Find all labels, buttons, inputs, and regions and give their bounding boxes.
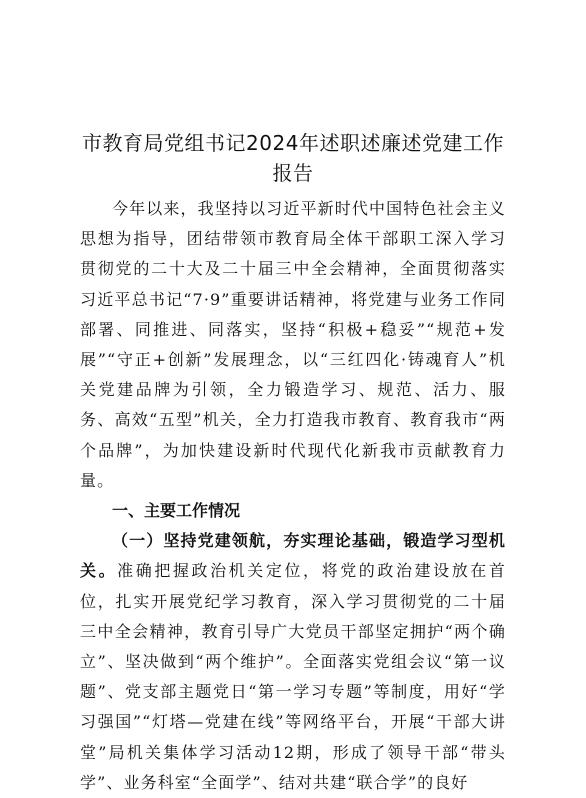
title-line-2: 报告: [272, 161, 314, 185]
intro-paragraph: 今年以来，我坚持以习近平新时代中国特色社会主义思想为指导，团结带领市教育局全体干部职工深入学习贯彻党的二十大及二十届三中全会精神，全面贯彻落实习近平总书记“7·9”重要讲话精神，将党建与业务工作同部署、同推进、同落实，坚持“积极+稳妥”“规范+发展”“守正+创新”发展理念，以“三红四化·铸魂育人”机关党建品牌为引领，全力锻造学习、规范、活力、服务、高效“五型”机关，全力打造我市教育、教育我市“两个品牌”，为加快建设新时代现代化新我市贡献教育力量。: [80, 199, 506, 490]
document-title: [72, 128, 514, 188]
section-heading: 一、主要工作情况: [112, 501, 241, 521]
title-line-1: 市教育局党组书记2024年述职述廉述党建工作: [82, 131, 504, 155]
subsection-heading: （一）坚持党建领航，夯实理论基础，锻造学习型机关。: [80, 531, 506, 581]
subsection-paragraph: [80, 526, 506, 798]
subsection-body: 准确把握政治机关定位，将党的政治建设放在首位，扎实开展党纪学习教育，深入学习贯彻党的二十届三中全会精神，教育引导广大党员干部坚定拥护“两个确立”、坚决做到“两个维护”。全面落实党组会议“第一议题”、党支部主题党日“第一学习专题”等制度，用好“学习强国”“灯塔—党建在线”等网络平台，开展“干部大讲堂”局机关集体学习活动12期，形成了领导干部“带头学”、业务科室“全面学”、结对共建“联合学”的良好: [80, 561, 506, 792]
